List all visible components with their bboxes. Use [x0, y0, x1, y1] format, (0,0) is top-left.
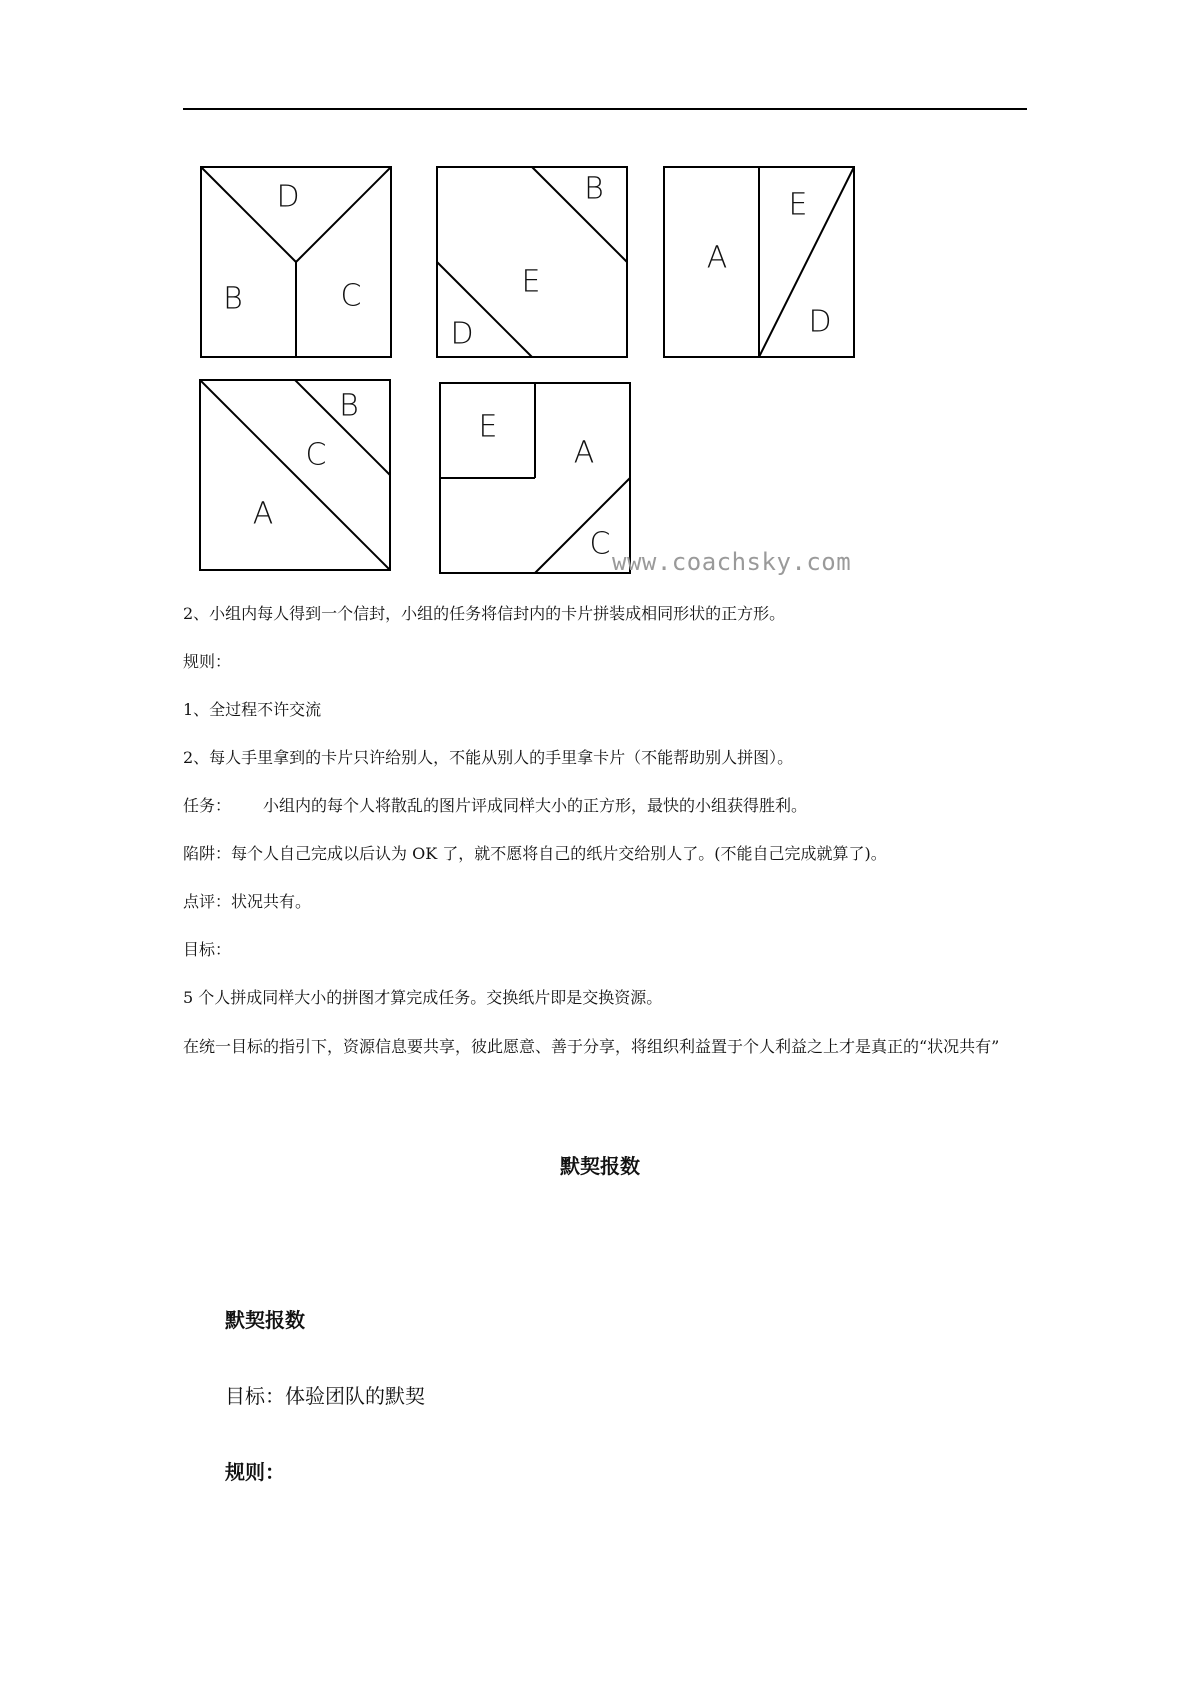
- puzzle-3-label-a: A: [706, 240, 728, 276]
- section-center-title: 默契报数: [560, 1154, 640, 1178]
- puzzle-2-label-b: B: [584, 171, 604, 207]
- section-goal: 目标：体验团队的默契: [225, 1384, 425, 1408]
- puzzle-1-label-d: D: [276, 179, 300, 215]
- trap-line: 陷阱：每个人自己完成以后认为 OK 了，就不愿将自己的纸片交给别人了。(不能自己完成就算了)。: [183, 844, 887, 863]
- task-line: [183, 796, 807, 816]
- puzzle-1-label-b: B: [223, 281, 243, 317]
- goal-line-2: 在统一目标的指引下，资源信息要共享，彼此愿意、善于分享，将组织利益置于个人利益之上才是真正的“状况共有”: [183, 1037, 1000, 1056]
- comment-line: 点评：状况共有。: [183, 892, 312, 911]
- puzzle-5-label-a: A: [573, 435, 595, 471]
- rule-1: 1、全过程不许交流: [183, 700, 322, 719]
- intro-paragraph: 2、小组内每人得到一个信封，小组的任务将信封内的卡片拼装成相同形状的正方形。: [183, 604, 786, 623]
- puzzle-1-label-c: C: [340, 278, 362, 314]
- section-title: 默契报数: [225, 1308, 305, 1332]
- puzzle-5-label-c: C: [589, 526, 611, 562]
- puzzle-square-2: [437, 167, 627, 357]
- rule-2: 2、每人手里拿到的卡片只许给别人，不能从别人的手里拿卡片（不能帮助别人拼图）。: [183, 748, 794, 767]
- puzzle-3-label-d: D: [808, 304, 832, 340]
- puzzle-2-label-d: D: [450, 316, 474, 352]
- puzzle-2-label-e: E: [521, 264, 541, 300]
- puzzle-3-label-e: E: [788, 187, 808, 223]
- puzzle-square-1: [201, 167, 391, 357]
- goal-label: 目标：: [183, 940, 232, 959]
- puzzle-4-label-c: C: [305, 437, 327, 473]
- puzzle-figure: [0, 0, 1200, 600]
- section-rules-label: 规则：: [225, 1460, 285, 1484]
- puzzle-square-4: [200, 380, 390, 570]
- rules-label: 规则：: [183, 652, 232, 671]
- task-label: 任务：: [183, 796, 232, 815]
- watermark-text: www.coachsky.com: [612, 548, 852, 576]
- task-text: 小组内的每个人将散乱的图片评成同样大小的正方形，最快的小组获得胜利。: [263, 796, 808, 815]
- puzzle-4-label-b: B: [339, 388, 359, 424]
- puzzle-square-5: [440, 383, 630, 573]
- puzzle-square-3: [664, 167, 854, 357]
- puzzle-4-label-a: A: [252, 496, 274, 532]
- goal-line-1: 5 个人拼成同样大小的拼图才算完成任务。交换纸片即是交换资源。: [183, 988, 663, 1007]
- puzzle-5-label-e: E: [478, 409, 498, 445]
